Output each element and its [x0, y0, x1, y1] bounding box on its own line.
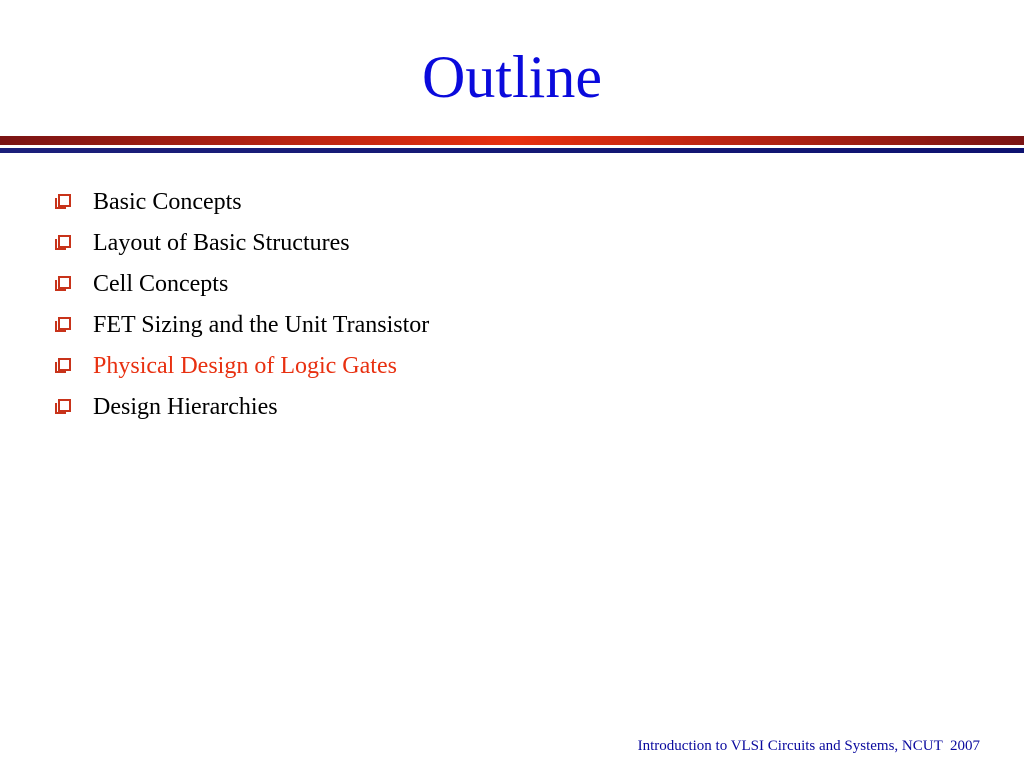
hollow-square-bullet-icon: [54, 304, 72, 345]
outline-item: [54, 304, 429, 345]
hollow-square-bullet-icon: [54, 263, 72, 304]
hollow-square-bullet-icon: [54, 386, 72, 427]
outline-item-label-highlighted: Physical Design of Logic Gates: [93, 352, 397, 379]
outline-item: [54, 181, 429, 222]
slide-footer: Introduction to VLSI Circuits and Systems, NCUT 2007: [637, 738, 980, 754]
hollow-square-bullet-icon: [54, 222, 72, 263]
outline-item-label: Layout of Basic Structures: [93, 229, 350, 256]
outline-item: [54, 222, 429, 263]
slide-title: Outline: [422, 44, 602, 110]
title-divider-blue: [0, 148, 1024, 153]
outline-item-current: [54, 345, 429, 386]
outline-item-label: FET Sizing and the Unit Transistor: [93, 311, 430, 338]
outline-item-label: Design Hierarchies: [93, 393, 278, 420]
title-divider-red: [0, 136, 1024, 145]
outline-item: [54, 386, 429, 427]
hollow-square-bullet-icon: [54, 345, 72, 386]
outline-item-label: Basic Concepts: [93, 188, 242, 215]
outline-item-label: Cell Concepts: [93, 270, 229, 297]
outline-item: [54, 263, 429, 304]
hollow-square-bullet-icon: [54, 181, 72, 222]
outline-list: [54, 181, 429, 427]
